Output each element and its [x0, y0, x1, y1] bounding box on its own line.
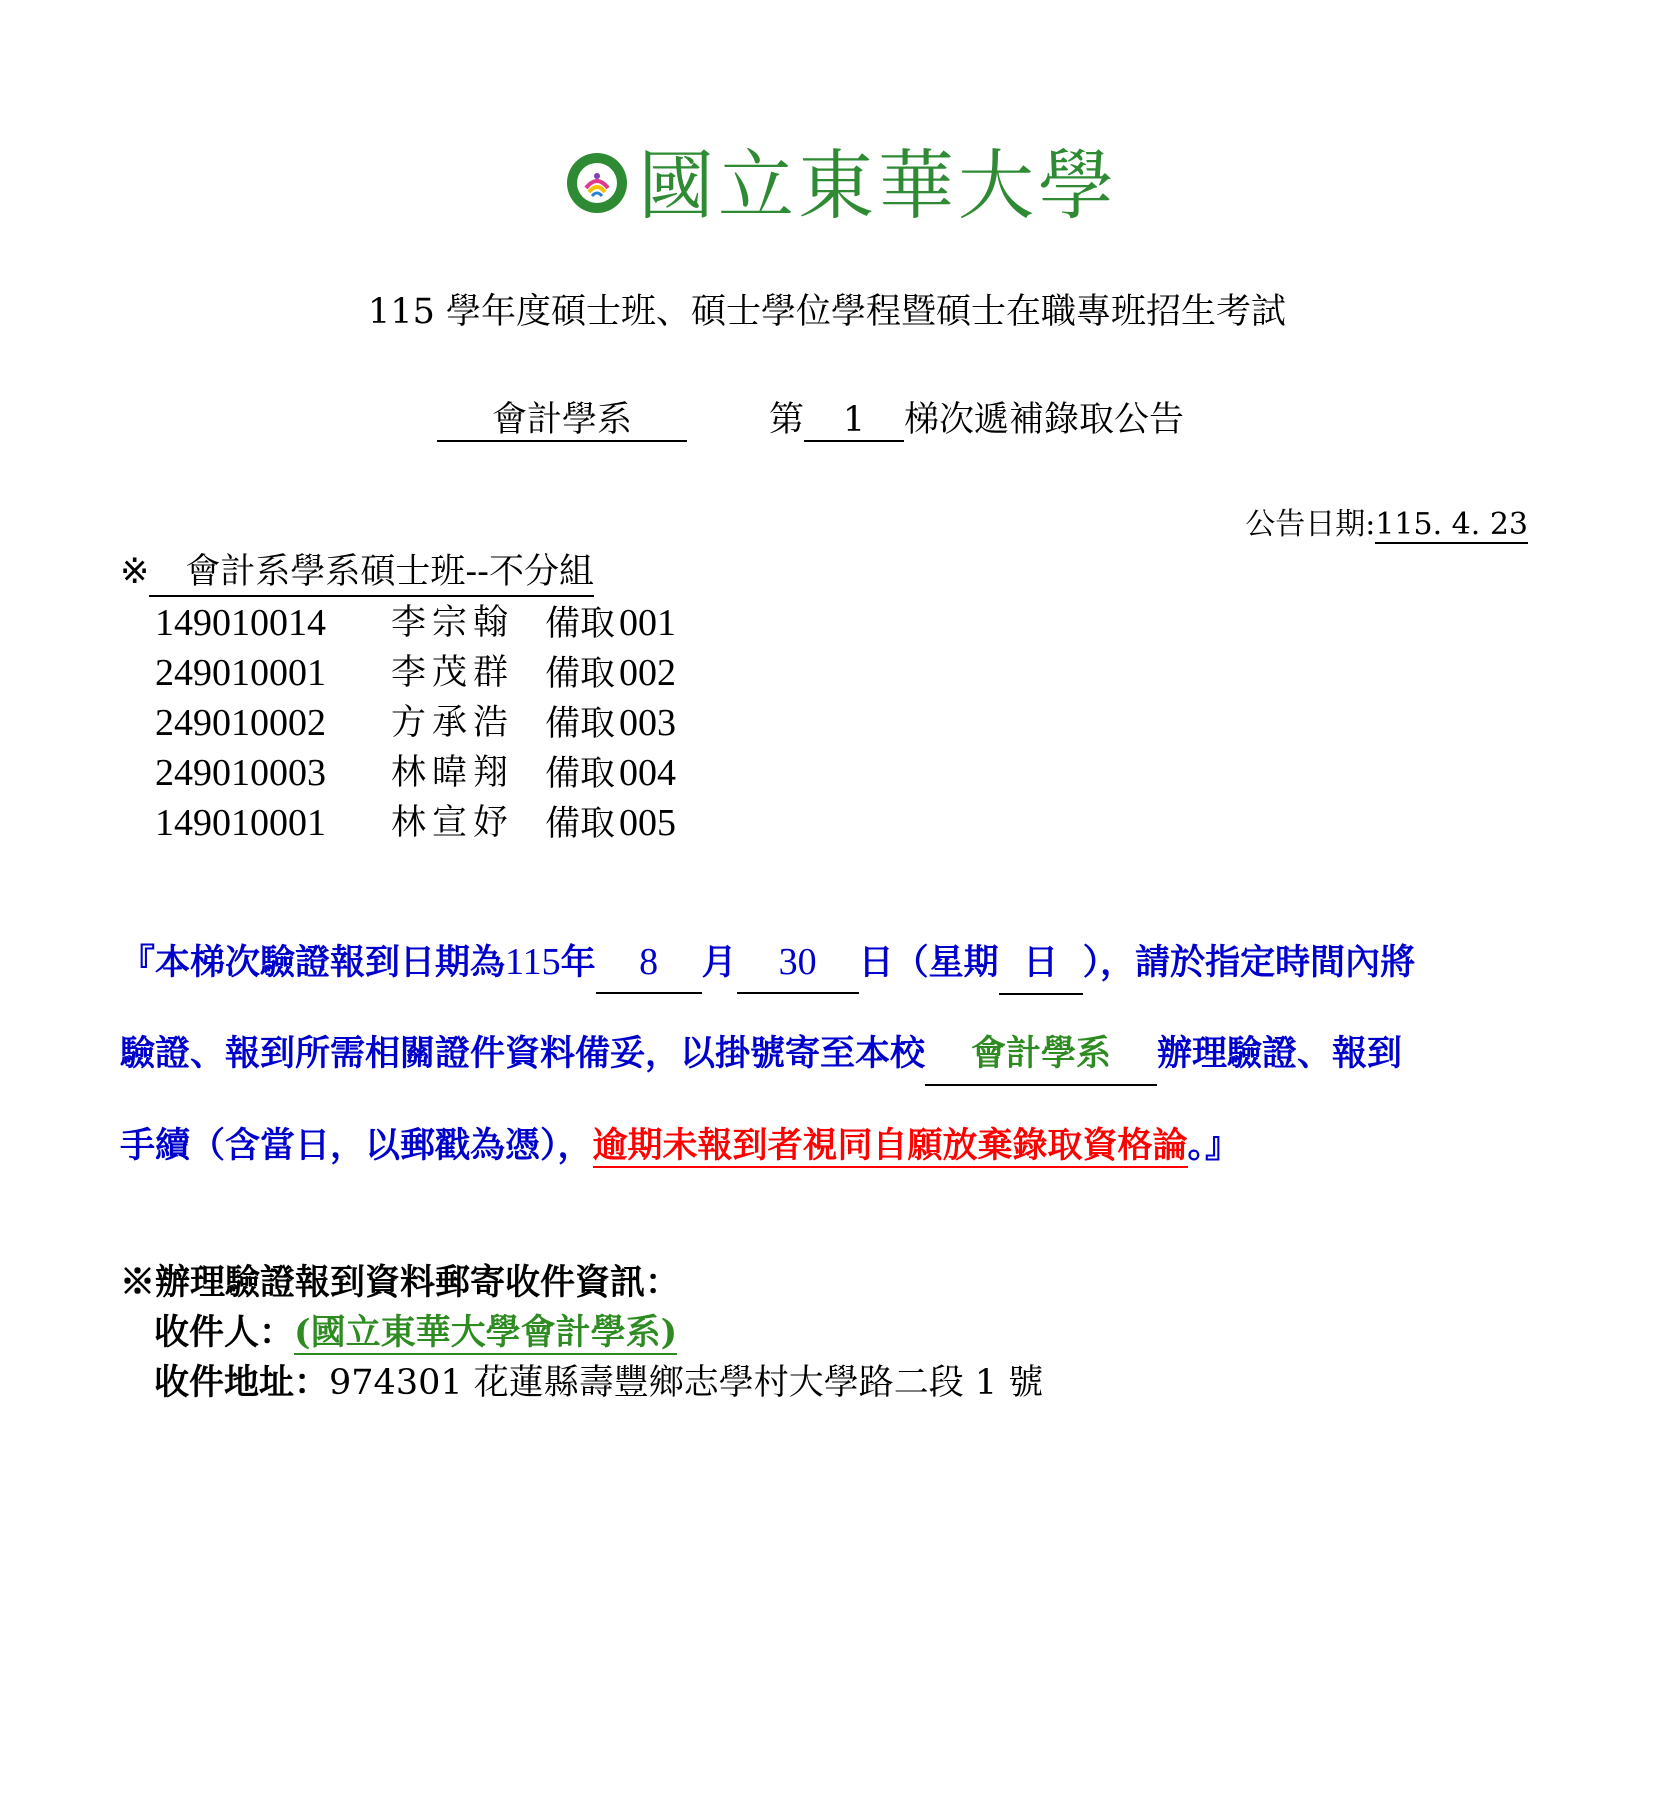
notice-warning: 逾期未報到者視同自願放棄錄取資格論	[592, 1125, 1188, 1166]
rank	[545, 698, 676, 749]
candidate-name: 李茂群	[391, 653, 515, 693]
exam-id: 249010003	[155, 752, 326, 794]
notice-text: 日（星期	[858, 942, 999, 983]
notice-text: 月	[701, 942, 737, 983]
rank-label: 備取	[545, 654, 616, 694]
rank-number: 004	[619, 752, 677, 794]
address-value: 974301 花蓮縣壽豐鄉志學村大學路二段 1 號	[329, 1363, 1044, 1403]
department-name: 會計學系	[437, 396, 687, 442]
exam-id: 149010014	[155, 602, 326, 644]
program-name: 會計系學系碩士班--不分組	[149, 549, 594, 597]
mailing-heading: ※辦理驗證報到資料郵寄收件資訊：	[120, 1262, 681, 1303]
notice-text: 年	[560, 942, 596, 983]
rank-number: 005	[619, 802, 677, 844]
notice-text: ），請於指定時間內將	[1082, 942, 1416, 983]
round-number: 1	[804, 396, 904, 442]
candidate-name: 方承浩	[391, 703, 515, 743]
recipient-label: 收件人：	[154, 1312, 295, 1353]
exam-id: 249010001	[155, 652, 326, 694]
rank	[545, 598, 676, 649]
admit-list	[155, 598, 715, 848]
rank-number: 002	[619, 652, 677, 694]
exam-id: 149010001	[155, 802, 326, 844]
announcement-prefix: 第	[769, 400, 805, 440]
announcement-heading	[437, 396, 1184, 444]
rank-number: 001	[619, 602, 677, 644]
rank	[545, 798, 676, 849]
notice-month: 8	[596, 932, 702, 994]
exam-id: 249010002	[155, 702, 326, 744]
notice-line	[120, 1116, 1540, 1208]
list-item	[155, 598, 715, 648]
rank-number: 003	[619, 702, 677, 744]
notice-line	[120, 1024, 1540, 1116]
address-label: 收件地址：	[154, 1362, 330, 1403]
program-heading	[120, 549, 594, 597]
exam-title: 115 學年度碩士班、碩士學位學程暨碩士在職專班招生考試	[368, 292, 1286, 332]
rank	[545, 748, 676, 799]
notice-line	[120, 932, 1540, 1024]
reference-mark: ※	[120, 552, 150, 592]
address-line	[120, 1358, 1043, 1408]
candidate-name: 李宗翰	[391, 603, 515, 643]
date-value: 115. 4. 23	[1375, 507, 1528, 542]
notice-text: 手續（含當日，以郵戳為憑），	[120, 1125, 593, 1166]
rank-label: 備取	[545, 804, 616, 844]
notice-text: 『本梯次驗證報到日期為	[120, 942, 506, 983]
registration-notice	[120, 932, 1540, 1208]
mailing-info	[120, 1258, 1043, 1408]
notice-text: 。』	[1187, 1125, 1241, 1166]
recipient-line	[120, 1308, 1043, 1358]
university-seal-icon	[566, 152, 628, 214]
list-item	[155, 798, 715, 848]
notice-day: 30	[737, 932, 859, 994]
date-label: 公告日期:	[1245, 507, 1376, 542]
notice-text: 辦理驗證、報到	[1157, 1033, 1403, 1074]
announcement-date	[1245, 505, 1528, 545]
recipient-name: (國立東華大學會計學系)	[294, 1312, 678, 1353]
university-logo	[566, 140, 1118, 240]
list-item	[155, 748, 715, 798]
rank	[545, 648, 676, 699]
rank-label: 備取	[545, 604, 616, 644]
candidate-name: 林暐翔	[391, 753, 515, 793]
university-name: 國立東華大學	[638, 141, 1118, 230]
rank-label: 備取	[545, 704, 616, 744]
notice-weekday: 日	[999, 933, 1083, 995]
notice-department: 會計學系	[925, 1024, 1157, 1086]
list-item	[155, 698, 715, 748]
candidate-name: 林宣妤	[391, 803, 515, 843]
rank-label: 備取	[545, 754, 616, 794]
announcement-suffix: 梯次遞補錄取公告	[904, 400, 1185, 440]
notice-text: 驗證、報到所需相關證件資料備妥，以掛號寄至本校	[120, 1033, 926, 1074]
list-item	[155, 648, 715, 698]
notice-year: 115	[505, 941, 561, 983]
